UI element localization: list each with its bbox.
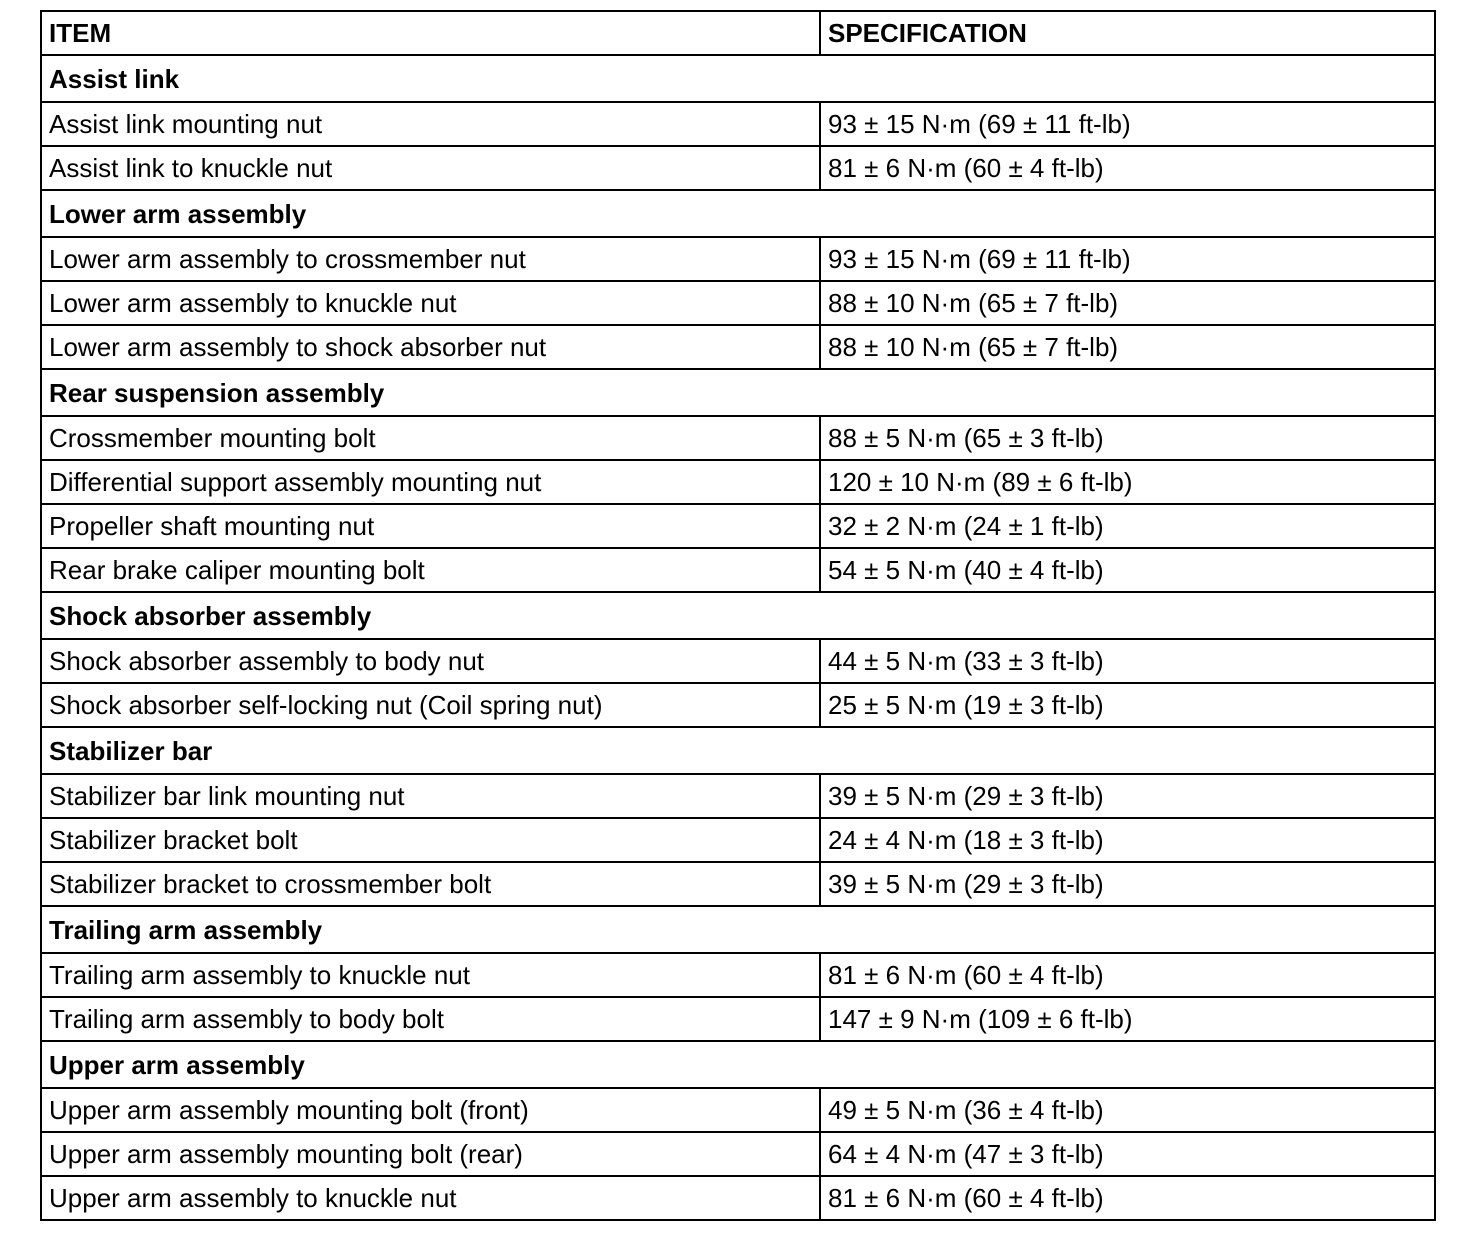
item-cell: Shock absorber assembly to body nut — [41, 639, 820, 683]
specification-cell: 88 ± 10 N·m (65 ± 7 ft-lb) — [820, 325, 1435, 369]
item-cell: Upper arm assembly mounting bolt (rear) — [41, 1132, 820, 1176]
section-header-row — [41, 369, 1435, 416]
item-cell: Stabilizer bracket bolt — [41, 818, 820, 862]
table-row — [41, 639, 1435, 683]
section-header-row — [41, 55, 1435, 102]
table-row — [41, 416, 1435, 460]
table-row — [41, 1176, 1435, 1220]
item-cell: Lower arm assembly to knuckle nut — [41, 281, 820, 325]
section-header-row — [41, 592, 1435, 639]
section-header-row — [41, 727, 1435, 774]
table-row — [41, 818, 1435, 862]
section-title: Stabilizer bar — [41, 727, 1435, 774]
specification-cell: 39 ± 5 N·m (29 ± 3 ft-lb) — [820, 862, 1435, 906]
specification-cell: 49 ± 5 N·m (36 ± 4 ft-lb) — [820, 1088, 1435, 1132]
table-row — [41, 548, 1435, 592]
table-row — [41, 1132, 1435, 1176]
specification-cell: 93 ± 15 N·m (69 ± 11 ft-lb) — [820, 237, 1435, 281]
section-title: Lower arm assembly — [41, 190, 1435, 237]
specification-cell: 88 ± 5 N·m (65 ± 3 ft-lb) — [820, 416, 1435, 460]
item-cell: Crossmember mounting bolt — [41, 416, 820, 460]
specification-cell: 81 ± 6 N·m (60 ± 4 ft-lb) — [820, 146, 1435, 190]
section-header-row — [41, 906, 1435, 953]
specification-cell: 81 ± 6 N·m (60 ± 4 ft-lb) — [820, 1176, 1435, 1220]
table-row — [41, 504, 1435, 548]
torque-spec-table — [40, 10, 1436, 1221]
specification-cell: 64 ± 4 N·m (47 ± 3 ft-lb) — [820, 1132, 1435, 1176]
table-row — [41, 997, 1435, 1041]
table-row — [41, 237, 1435, 281]
item-cell: Lower arm assembly to shock absorber nut — [41, 325, 820, 369]
table-row — [41, 460, 1435, 504]
item-column-header: ITEM — [41, 11, 820, 55]
specification-cell: 54 ± 5 N·m (40 ± 4 ft-lb) — [820, 548, 1435, 592]
section-title: Rear suspension assembly — [41, 369, 1435, 416]
table-row — [41, 774, 1435, 818]
table-body — [41, 55, 1435, 1220]
section-title: Shock absorber assembly — [41, 592, 1435, 639]
table-row — [41, 146, 1435, 190]
specification-cell: 120 ± 10 N·m (89 ± 6 ft-lb) — [820, 460, 1435, 504]
table-row — [41, 953, 1435, 997]
item-cell: Stabilizer bracket to crossmember bolt — [41, 862, 820, 906]
table-row — [41, 102, 1435, 146]
table-row — [41, 281, 1435, 325]
specification-column-header: SPECIFICATION — [820, 11, 1435, 55]
section-header-row — [41, 1041, 1435, 1088]
item-cell: Trailing arm assembly to knuckle nut — [41, 953, 820, 997]
section-title: Assist link — [41, 55, 1435, 102]
specification-cell: 32 ± 2 N·m (24 ± 1 ft-lb) — [820, 504, 1435, 548]
item-cell: Differential support assembly mounting nut — [41, 460, 820, 504]
table-row — [41, 862, 1435, 906]
specification-cell: 88 ± 10 N·m (65 ± 7 ft-lb) — [820, 281, 1435, 325]
item-cell: Stabilizer bar link mounting nut — [41, 774, 820, 818]
table-row — [41, 1088, 1435, 1132]
item-cell: Shock absorber self-locking nut (Coil spring nut) — [41, 683, 820, 727]
item-cell: Upper arm assembly to knuckle nut — [41, 1176, 820, 1220]
specification-cell: 44 ± 5 N·m (33 ± 3 ft-lb) — [820, 639, 1435, 683]
specification-cell: 24 ± 4 N·m (18 ± 3 ft-lb) — [820, 818, 1435, 862]
item-cell: Rear brake caliper mounting bolt — [41, 548, 820, 592]
table-header-row — [41, 11, 1435, 55]
item-cell: Assist link to knuckle nut — [41, 146, 820, 190]
item-cell: Upper arm assembly mounting bolt (front) — [41, 1088, 820, 1132]
item-cell: Lower arm assembly to crossmember nut — [41, 237, 820, 281]
section-title: Trailing arm assembly — [41, 906, 1435, 953]
specification-cell: 25 ± 5 N·m (19 ± 3 ft-lb) — [820, 683, 1435, 727]
table-row — [41, 683, 1435, 727]
specification-cell: 81 ± 6 N·m (60 ± 4 ft-lb) — [820, 953, 1435, 997]
specification-cell: 147 ± 9 N·m (109 ± 6 ft-lb) — [820, 997, 1435, 1041]
specification-cell: 39 ± 5 N·m (29 ± 3 ft-lb) — [820, 774, 1435, 818]
section-header-row — [41, 190, 1435, 237]
item-cell: Trailing arm assembly to body bolt — [41, 997, 820, 1041]
item-cell: Propeller shaft mounting nut — [41, 504, 820, 548]
specification-cell: 93 ± 15 N·m (69 ± 11 ft-lb) — [820, 102, 1435, 146]
table-row — [41, 325, 1435, 369]
section-title: Upper arm assembly — [41, 1041, 1435, 1088]
item-cell: Assist link mounting nut — [41, 102, 820, 146]
